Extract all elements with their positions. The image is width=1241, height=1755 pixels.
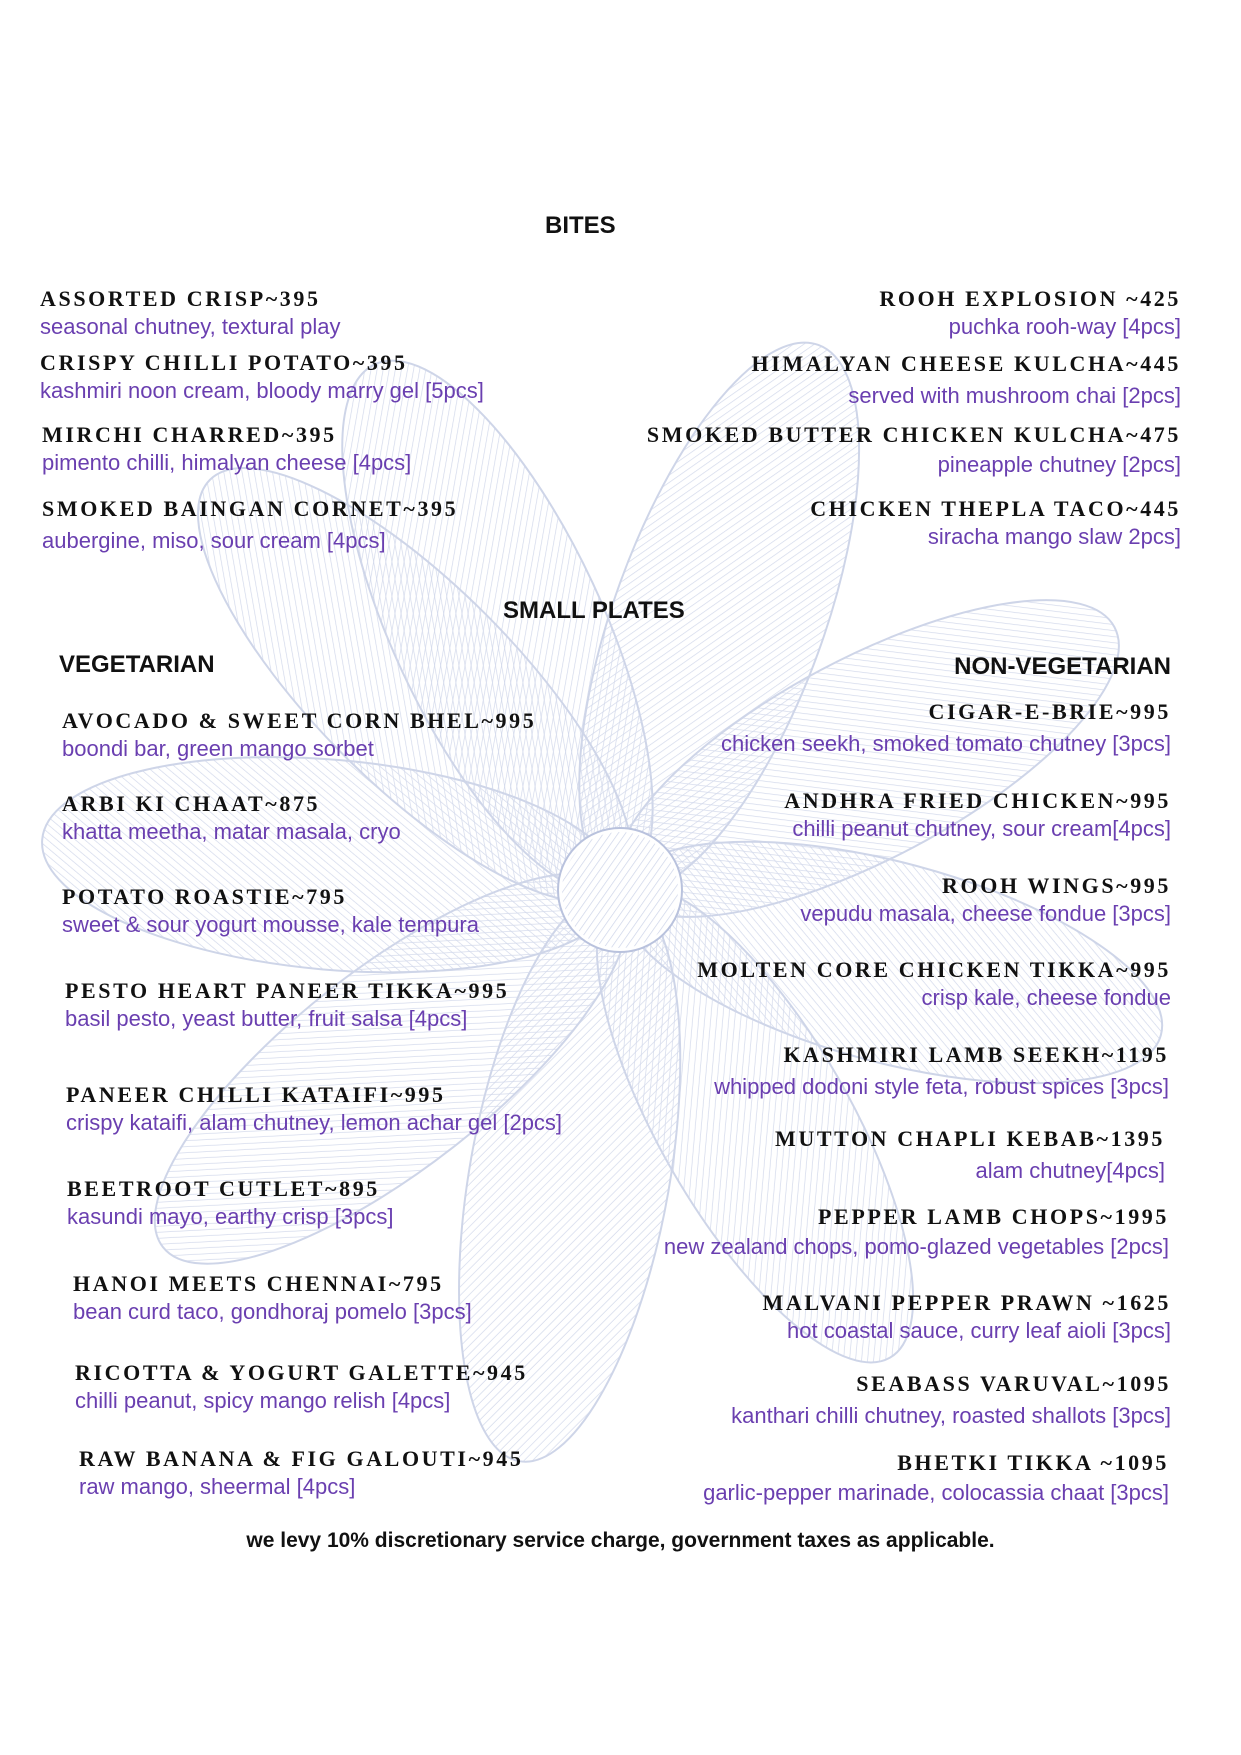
menu-item [775, 1125, 1165, 1185]
item-name: SEABASS VARUVAL~1095 [856, 1371, 1171, 1396]
item-description: kanthari chilli chutney, roasted shallots [3pcs] [731, 1403, 1171, 1428]
item-description: kashmiri noon cream, bloody marry gel [5pcs] [40, 378, 484, 403]
item-description: khatta meetha, matar masala, cryo [62, 819, 401, 844]
menu-item [703, 1449, 1169, 1507]
item-description: crisp kale, cheese fondue [921, 985, 1171, 1010]
item-description: kasundi mayo, earthy crisp [3pcs] [67, 1204, 394, 1229]
menu-item [763, 1289, 1171, 1345]
item-description: pineapple chutney [2pcs] [937, 452, 1181, 477]
item-description: siracha mango slaw 2pcs] [927, 524, 1181, 549]
menu-item [40, 285, 340, 341]
menu-item [647, 421, 1181, 479]
item-description: bean curd taco, gondhoraj pomelo [3pcs] [73, 1299, 472, 1324]
item-description: served with mushroom chai [2pcs] [848, 383, 1181, 408]
item-description: garlic-pepper marinade, colocassia chaat [3pcs] [703, 1480, 1169, 1505]
item-name: AVOCADO & SWEET CORN BHEL~995 [62, 708, 537, 733]
item-name: RICOTTA & YOGURT GALETTE~945 [75, 1360, 528, 1385]
item-name: PEPPER LAMB CHOPS~1995 [818, 1204, 1169, 1229]
menu-item [697, 956, 1171, 1012]
item-name: ROOH EXPLOSION ~425 [879, 286, 1181, 311]
menu-item [752, 350, 1181, 410]
item-name: MUTTON CHAPLI KEBAB~1395 [774, 1126, 1165, 1151]
item-description: pimento chilli, himalyan cheese [4pcs] [42, 450, 412, 475]
menu-item [73, 1270, 472, 1326]
item-name: KASHMIRI LAMB SEEKH~1195 [783, 1042, 1169, 1067]
menu-item [67, 1175, 393, 1231]
item-description: basil pesto, yeast butter, fruit salsa [4pcs] [65, 1006, 468, 1031]
service-charge-note: we levy 10% discretionary service charge, government taxes as applicable. [246, 1529, 995, 1552]
item-name: PANEER CHILLI KATAIFI~995 [66, 1082, 446, 1107]
item-name: PESTO HEART PANEER TIKKA~995 [65, 978, 510, 1003]
small-plates-heading: SMALL PLATES [503, 597, 685, 624]
item-description: chilli peanut chutney, sour cream[4pcs] [792, 816, 1171, 841]
item-description: seasonal chutney, textural play [40, 314, 341, 339]
item-name: MIRCHI CHARRED~395 [42, 422, 337, 447]
item-name: ANDHRA FRIED CHICKEN~995 [784, 788, 1171, 813]
item-name: POTATO ROASTIE~795 [62, 884, 348, 909]
item-name: ASSORTED CRISP~395 [40, 286, 321, 311]
menu-item [784, 787, 1171, 843]
menu-item [664, 1203, 1169, 1261]
item-description: vepudu masala, cheese fondue [3pcs] [800, 901, 1171, 926]
item-name: SMOKED BUTTER CHICKEN KULCHA~475 [646, 422, 1181, 447]
item-description: puchka rooh-way [4pcs] [948, 314, 1181, 339]
item-name: ROOH WINGS~995 [942, 873, 1171, 898]
menu-item [62, 790, 401, 846]
item-description: chilli peanut, spicy mango relish [4pcs] [75, 1388, 451, 1413]
item-name: CIGAR-E-BRIE~995 [928, 699, 1171, 724]
menu-item [75, 1359, 528, 1415]
menu-item [714, 1041, 1169, 1101]
menu-item [79, 1445, 523, 1501]
non-vegetarian-heading: NON-VEGETARIAN [954, 653, 1171, 680]
bites-heading: BITES [545, 212, 616, 239]
item-name: BHETKI TIKKA ~1095 [897, 1450, 1169, 1475]
menu-item [65, 977, 509, 1033]
item-description: alam chutney[4pcs] [975, 1158, 1165, 1183]
item-description: raw mango, sheermal [4pcs] [79, 1474, 356, 1499]
item-description: aubergine, miso, sour cream [4pcs] [42, 528, 386, 553]
item-name: HIMALYAN CHEESE KULCHA~445 [751, 351, 1181, 376]
item-name: HANOI MEETS CHENNAI~795 [73, 1271, 444, 1296]
item-name: ARBI KI CHAAT~875 [62, 791, 321, 816]
menu-item [66, 1081, 562, 1137]
menu-item [62, 883, 479, 939]
item-description: hot coastal sauce, curry leaf aioli [3pcs] [787, 1318, 1171, 1343]
item-name: CHICKEN THEPLA TACO~445 [810, 496, 1181, 521]
item-name: RAW BANANA & FIG GALOUTI~945 [79, 1446, 524, 1471]
menu-item [879, 285, 1181, 341]
menu-item [810, 495, 1181, 551]
menu-item [42, 421, 411, 477]
item-description: new zealand chops, pomo-glazed vegetables [2pcs] [663, 1234, 1169, 1259]
item-description: chicken seekh, smoked tomato chutney [3pcs] [720, 731, 1171, 756]
menu-item [42, 495, 458, 555]
menu-item [800, 872, 1171, 928]
item-description: boondi bar, green mango sorbet [62, 736, 374, 761]
item-description: whipped dodoni style feta, robust spices [3pcs] [714, 1074, 1169, 1099]
item-description: sweet & sour yogurt mousse, kale tempura [62, 912, 479, 937]
item-name: MALVANI PEPPER PRAWN ~1625 [762, 1290, 1171, 1315]
vegetarian-heading: VEGETARIAN [59, 651, 215, 678]
item-name: SMOKED BAINGAN CORNET~395 [42, 496, 459, 521]
item-name: MOLTEN CORE CHICKEN TIKKA~995 [697, 957, 1171, 982]
menu-item [40, 349, 484, 405]
item-name: BEETROOT CUTLET~895 [67, 1176, 380, 1201]
menu-item [721, 698, 1171, 758]
menu-item [62, 707, 536, 763]
item-description: crispy kataifi, alam chutney, lemon achar gel [2pcs] [66, 1110, 563, 1135]
item-name: CRISPY CHILLI POTATO~395 [40, 350, 408, 375]
menu-item [731, 1370, 1171, 1430]
